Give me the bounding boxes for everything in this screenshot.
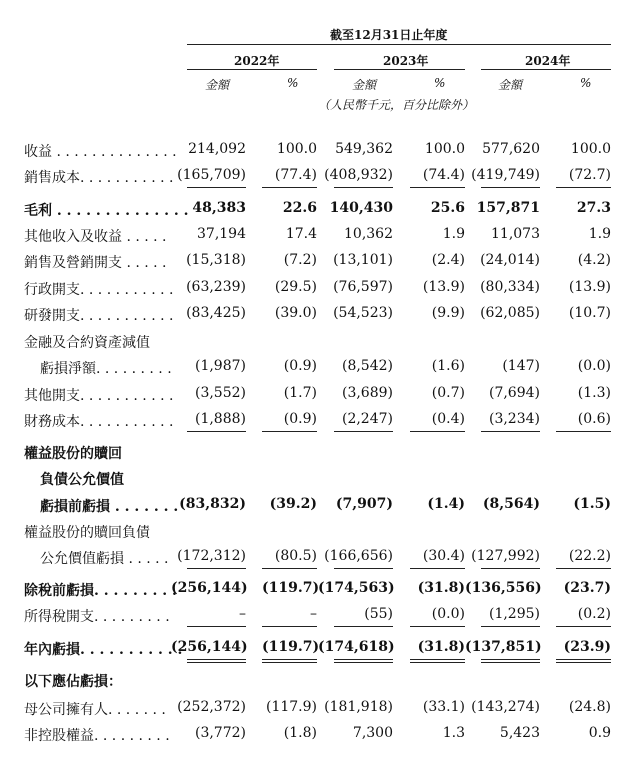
single-underline <box>187 187 246 188</box>
single-underline <box>187 568 246 569</box>
percent-cell: (0.9) <box>283 358 317 374</box>
percent-cell: (13.9) <box>568 279 611 295</box>
amount-cell: 11,073 <box>491 226 540 242</box>
amount-cell: 10,362 <box>344 226 393 242</box>
percent-cell: (119.7) <box>262 580 320 596</box>
amount-cell: 140,430 <box>329 200 393 216</box>
double-underline <box>410 659 465 660</box>
single-underline <box>556 431 611 432</box>
amount-cell: (136,556) <box>465 580 542 596</box>
amount-cell: (13,101) <box>333 252 393 268</box>
amount-cell: (127,992) <box>471 548 540 564</box>
period-header: 截至12月31日止年度 <box>330 28 448 42</box>
amount-cell: (174,618) <box>318 639 395 655</box>
percent-cell: (39.0) <box>274 305 317 321</box>
amount-cell: (147) <box>502 358 540 374</box>
single-underline <box>334 187 393 188</box>
percent-cell: 100.0 <box>276 141 317 157</box>
percent-cell: 1.9 <box>442 226 465 242</box>
percent-cell: (0.4) <box>431 411 465 427</box>
row-label: 虧損淨額. . . . . . . . . <box>40 361 172 377</box>
row-label: 以下應佔虧損： <box>24 674 122 690</box>
percent-cell: 17.4 <box>285 226 317 242</box>
percent-cell: (0.2) <box>577 606 611 622</box>
percent-cell: (117.9) <box>265 699 317 715</box>
row-label: 虧損前虧損 . . . . . . . <box>40 499 179 515</box>
single-underline <box>262 626 317 627</box>
percent-cell: 22.6 <box>282 200 317 216</box>
row-label: 非控股權益. . . . . . . . . <box>24 728 170 744</box>
double-underline <box>262 662 317 663</box>
year-2023-rule <box>334 69 465 70</box>
double-underline <box>410 662 465 663</box>
pct-header-2023: % <box>434 76 446 90</box>
single-underline <box>334 431 393 432</box>
row-label: 公允價值虧損 . . . . . <box>40 551 169 567</box>
row-label: 負債公允價值 <box>40 472 124 488</box>
percent-cell: (1.4) <box>427 496 465 512</box>
amount-cell: (83,425) <box>186 305 246 321</box>
amount-cell: – <box>239 606 246 622</box>
amount-cell: (63,239) <box>186 279 246 295</box>
percent-cell: 100.0 <box>424 141 465 157</box>
row-label: 權益股份的贖回負債 <box>24 525 150 541</box>
row-label: 銷售成本. . . . . . . . . . . <box>24 170 174 186</box>
amount-header-2024: 金額 <box>498 78 523 92</box>
percent-cell: (0.6) <box>577 411 611 427</box>
percent-cell: 1.9 <box>588 226 611 242</box>
percent-cell: 1.3 <box>442 725 465 741</box>
percent-cell: (80.5) <box>274 548 317 564</box>
percent-cell: (0.9) <box>283 411 317 427</box>
percent-cell: (1.7) <box>283 385 317 401</box>
percent-cell: 25.6 <box>430 200 465 216</box>
amount-cell: (15,318) <box>186 252 246 268</box>
amount-cell: (419,749) <box>471 167 540 183</box>
single-underline <box>481 626 540 627</box>
percent-cell: (72.7) <box>568 167 611 183</box>
amount-cell: (3,552) <box>194 385 246 401</box>
row-label: 除稅前虧損. . . . . . . . . <box>24 583 177 599</box>
percent-cell: (29.5) <box>274 279 317 295</box>
amount-cell: (24,014) <box>480 252 540 268</box>
percent-cell: (33.1) <box>422 699 465 715</box>
percent-cell: – <box>310 606 317 622</box>
single-underline <box>334 568 393 569</box>
percent-cell: (13.9) <box>422 279 465 295</box>
single-underline <box>556 187 611 188</box>
percent-cell: (39.2) <box>269 496 317 512</box>
double-underline <box>556 662 611 663</box>
single-underline <box>187 431 246 432</box>
amount-cell: 37,194 <box>197 226 246 242</box>
row-label: 銷售及營銷開支 . . . . . <box>24 255 167 271</box>
single-underline <box>481 187 540 188</box>
percent-cell: (1.5) <box>573 496 611 512</box>
single-underline <box>187 626 246 627</box>
pct-header-2022: % <box>287 76 299 90</box>
single-underline <box>262 568 317 569</box>
amount-cell: (2,247) <box>341 411 393 427</box>
percent-cell: (10.7) <box>568 305 611 321</box>
row-label: 財務成本. . . . . . . . . . . <box>24 414 174 430</box>
percent-cell: (1.6) <box>431 358 465 374</box>
percent-cell: (24.8) <box>568 699 611 715</box>
amount-header-2022: 金額 <box>205 78 230 92</box>
amount-cell: (143,274) <box>471 699 540 715</box>
amount-cell: (256,144) <box>171 580 248 596</box>
double-underline <box>334 662 393 663</box>
percent-cell: (31.8) <box>417 639 465 655</box>
percent-cell: 27.3 <box>576 200 611 216</box>
percent-cell: 100.0 <box>570 141 611 157</box>
amount-cell: (54,523) <box>333 305 393 321</box>
single-underline <box>556 568 611 569</box>
percent-cell: (0.0) <box>577 358 611 374</box>
row-label: 其他開支. . . . . . . . . . . <box>24 388 174 404</box>
percent-cell: (1.8) <box>283 725 317 741</box>
amount-cell: (181,918) <box>324 699 393 715</box>
amount-cell: 214,092 <box>188 141 246 157</box>
single-underline <box>410 568 465 569</box>
double-underline <box>187 662 246 663</box>
amount-cell: (256,144) <box>171 639 248 655</box>
row-label: 收益 . . . . . . . . . . . . . . <box>24 144 177 160</box>
amount-cell: (83,832) <box>179 496 246 512</box>
double-underline <box>481 662 540 663</box>
single-underline <box>262 431 317 432</box>
percent-cell: (30.4) <box>422 548 465 564</box>
amount-cell: (1,987) <box>194 358 246 374</box>
single-underline <box>334 626 393 627</box>
amount-cell: (137,851) <box>465 639 542 655</box>
row-label: 其他收入及收益 . . . . . <box>24 229 167 245</box>
amount-cell: (1,888) <box>194 411 246 427</box>
percent-cell: (119.7) <box>262 639 320 655</box>
percent-cell: (22.2) <box>568 548 611 564</box>
row-label: 年內虧損. . . . . . . . . . . <box>24 642 183 658</box>
percent-cell: (2.4) <box>431 252 465 268</box>
single-underline <box>481 568 540 569</box>
amount-cell: 157,871 <box>476 200 540 216</box>
percent-cell: (9.9) <box>431 305 465 321</box>
year-2022-header: 2022年 <box>234 54 280 68</box>
single-underline <box>410 187 465 188</box>
amount-cell: (174,563) <box>318 580 395 596</box>
amount-cell: (7,907) <box>335 496 393 512</box>
amount-cell: 7,300 <box>352 725 393 741</box>
amount-cell: 48,383 <box>192 200 246 216</box>
percent-cell: (0.0) <box>431 606 465 622</box>
amount-cell: (80,334) <box>480 279 540 295</box>
percent-cell: (7.2) <box>283 252 317 268</box>
double-underline <box>187 659 246 660</box>
percent-cell: (4.2) <box>577 252 611 268</box>
amount-cell: (8,564) <box>482 496 540 512</box>
amount-cell: (7,694) <box>488 385 540 401</box>
amount-cell: (76,597) <box>333 279 393 295</box>
row-label: 行政開支. . . . . . . . . . . <box>24 282 174 298</box>
single-underline <box>262 187 317 188</box>
pct-header-2024: % <box>580 76 592 90</box>
amount-cell: 549,362 <box>335 141 393 157</box>
percent-cell: (23.7) <box>563 580 611 596</box>
percent-cell: (0.7) <box>431 385 465 401</box>
row-label: 權益股份的贖回 <box>24 446 122 462</box>
single-underline <box>481 431 540 432</box>
percent-cell: (1.3) <box>577 385 611 401</box>
amount-cell: (408,932) <box>324 167 393 183</box>
amount-cell: 5,423 <box>499 725 540 741</box>
double-underline <box>481 659 540 660</box>
year-2024-rule <box>481 69 611 70</box>
amount-cell: (165,709) <box>177 167 246 183</box>
percent-cell: (74.4) <box>422 167 465 183</box>
amount-cell: (172,312) <box>177 548 246 564</box>
amount-cell: 577,620 <box>482 141 540 157</box>
double-underline <box>556 659 611 660</box>
amount-cell: (62,085) <box>480 305 540 321</box>
period-rule <box>187 44 611 45</box>
percent-cell: 0.9 <box>588 725 611 741</box>
percent-cell: (23.9) <box>563 639 611 655</box>
row-label: 所得稅開支. . . . . . . . . <box>24 609 170 625</box>
row-label: 金融及合約資產減值 <box>24 335 150 351</box>
year-2022-rule <box>187 69 317 70</box>
row-label: 毛利 . . . . . . . . . . . . . . <box>24 203 189 219</box>
single-underline <box>556 626 611 627</box>
single-underline <box>410 431 465 432</box>
percent-cell: (31.8) <box>417 580 465 596</box>
single-underline <box>410 626 465 627</box>
row-label: 研發開支. . . . . . . . . . . <box>24 308 174 324</box>
amount-cell: (3,234) <box>488 411 540 427</box>
double-underline <box>334 659 393 660</box>
row-label: 母公司擁有人. . . . . . . <box>24 702 166 718</box>
amount-cell: (252,372) <box>177 699 246 715</box>
percent-cell: (77.4) <box>274 167 317 183</box>
year-2023-header: 2023年 <box>383 54 429 68</box>
amount-header-2023: 金額 <box>352 78 377 92</box>
unit-note: （人民幣千元，百分比除外） <box>318 98 475 112</box>
amount-cell: (55) <box>364 606 393 622</box>
amount-cell: (3,772) <box>194 725 246 741</box>
year-2024-header: 2024年 <box>525 54 571 68</box>
double-underline <box>262 659 317 660</box>
amount-cell: (1,295) <box>488 606 540 622</box>
amount-cell: (3,689) <box>341 385 393 401</box>
amount-cell: (166,656) <box>324 548 393 564</box>
amount-cell: (8,542) <box>341 358 393 374</box>
